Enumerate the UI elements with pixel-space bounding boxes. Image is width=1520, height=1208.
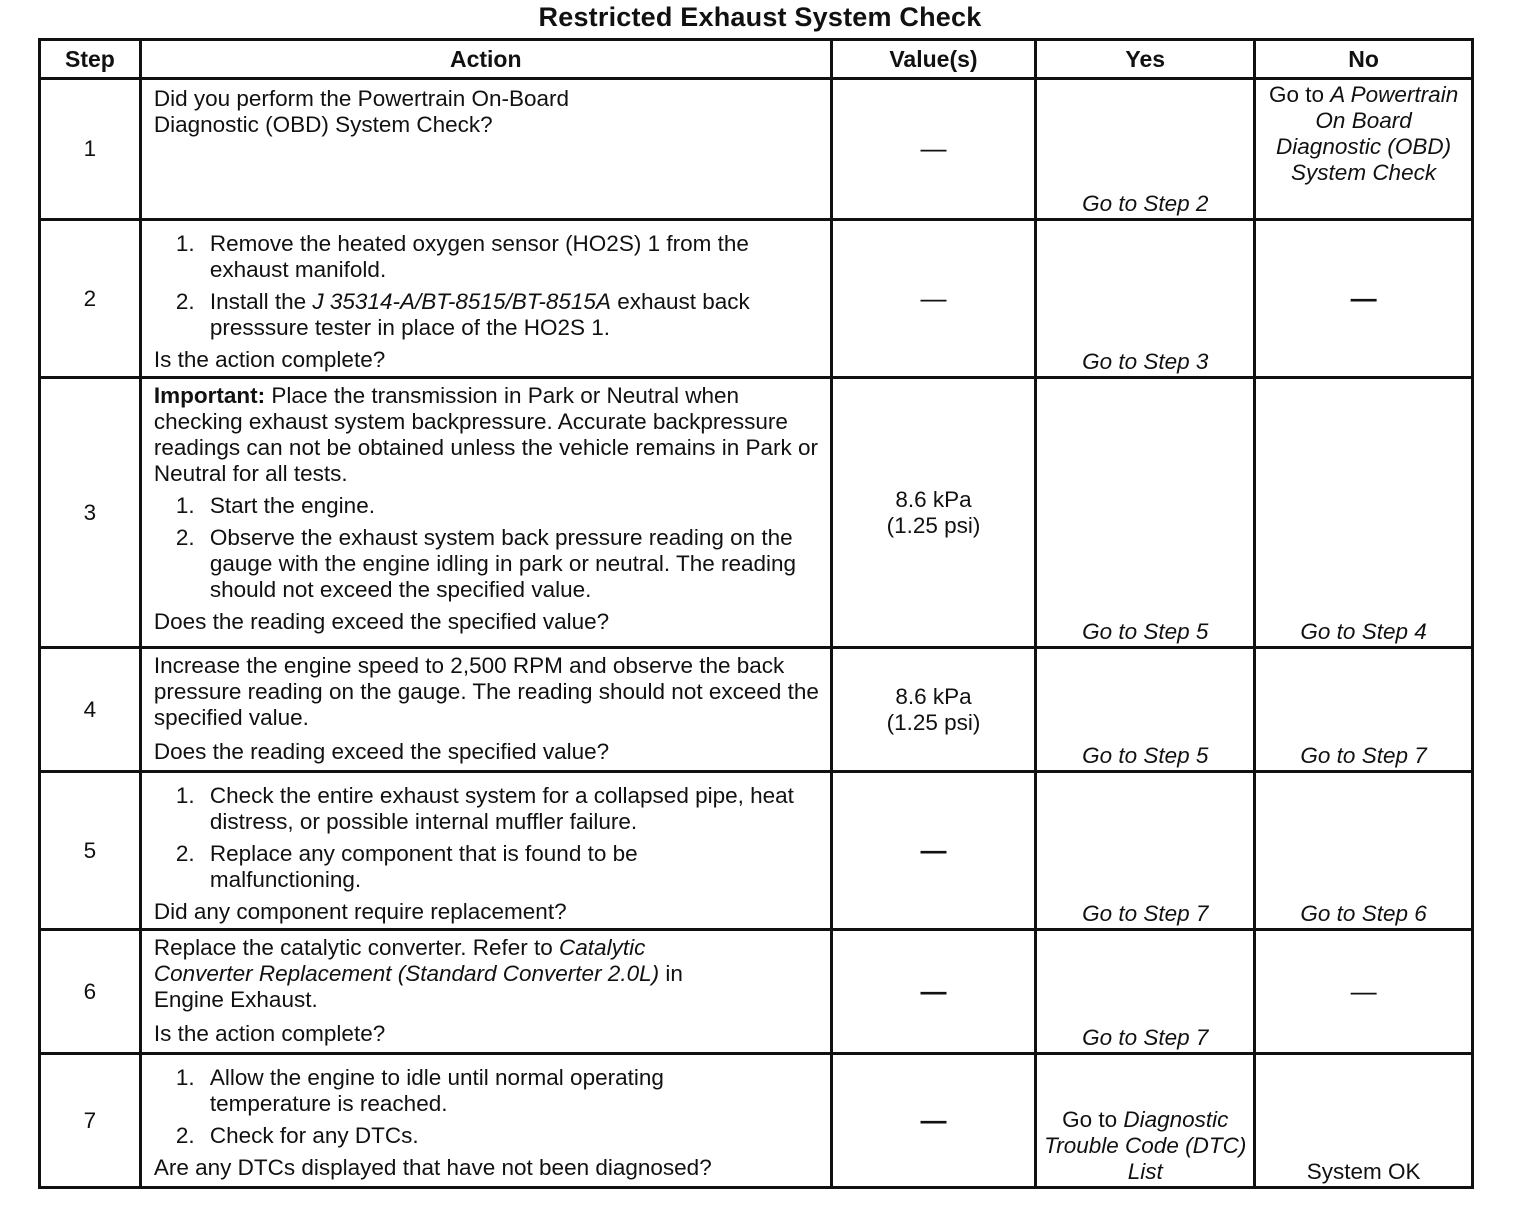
action-text	[154, 935, 822, 1013]
table-row	[40, 1054, 1473, 1188]
action-question: Is the action complete?	[153, 347, 386, 372]
value-cell	[831, 378, 1036, 648]
action-step-item	[154, 231, 822, 283]
no-link[interactable]: Go to Step 6	[1300, 901, 1427, 926]
value-cell	[831, 930, 1036, 1054]
action-question: Are any DTCs displayed that have not been diagnosed?	[153, 1155, 712, 1180]
no-dash: —	[1350, 976, 1377, 1006]
action-text-post: in Engine Exhaust.	[153, 961, 683, 1012]
action-cell	[140, 378, 831, 648]
item-text: Remove the heated oxygen sensor (HO2S) 1 from the exhaust manifold.	[209, 231, 749, 282]
item-number: 1.	[175, 493, 195, 518]
header-value: Value(s)	[831, 40, 1036, 79]
yes-cell	[1036, 772, 1255, 930]
yes-cell	[1036, 1054, 1255, 1188]
table-row	[40, 79, 1473, 220]
action-step-item	[154, 289, 822, 341]
no-link[interactable]: Go to Step 4	[1300, 619, 1427, 644]
yes-cell	[1036, 648, 1255, 772]
item-number: 2.	[175, 525, 195, 550]
action-question: Did any component require replacement?	[153, 899, 567, 924]
no-prefix: Go to	[1268, 82, 1331, 107]
manual-reference[interactable]: Catalytic Converter Replacement (Standard Converter 2.0L)	[153, 935, 660, 986]
no-result: System OK	[1306, 1159, 1421, 1184]
header-action: Action	[140, 40, 831, 79]
yes-cell	[1036, 378, 1255, 648]
no-cell	[1255, 378, 1473, 648]
yes-link[interactable]: Go to Step 7	[1082, 1025, 1209, 1050]
restricted-exhaust-check-table	[38, 38, 1474, 1189]
value-psi: (1.25 psi)	[886, 512, 981, 538]
value-kpa: 8.6 kPa	[895, 486, 972, 512]
yes-link[interactable]	[1044, 1107, 1246, 1184]
action-cell	[140, 1054, 831, 1188]
action-step-item	[154, 493, 822, 519]
table-row	[40, 378, 1473, 648]
important-note	[154, 383, 822, 487]
yes-link[interactable]: Go to Step 5	[1082, 743, 1209, 768]
yes-prefix: Go to	[1062, 1107, 1124, 1132]
no-cell	[1255, 772, 1473, 930]
important-text: Place the transmission in Park or Neutral when checking exhaust system backpressure. Accurate backpressure readings can not be obtained unless the vehicle remains in Park or Neutral for all tests.	[153, 383, 818, 486]
table-row	[40, 220, 1473, 378]
item-number: 1.	[175, 1065, 195, 1090]
step-number: 5	[40, 772, 141, 930]
item-text: Check the entire exhaust system for a collapsed pipe, heat distress, or possible internal muffler failure.	[209, 783, 794, 834]
no-reference: A Powertrain On Board Diagnostic (OBD) System Check	[1276, 82, 1459, 185]
item-number: 2.	[175, 289, 195, 314]
action-cell	[140, 648, 831, 772]
no-cell	[1255, 220, 1473, 378]
action-steps	[154, 493, 822, 603]
no-link[interactable]: Go to Step 7	[1300, 743, 1427, 768]
item-text: Start the engine.	[209, 493, 375, 518]
action-steps	[154, 231, 822, 341]
action-question: Is the action complete?	[153, 1021, 386, 1046]
no-cell	[1255, 79, 1473, 220]
step-number: 6	[40, 930, 141, 1054]
yes-link[interactable]: Go to Step 2	[1082, 191, 1209, 216]
step-number: 7	[40, 1054, 141, 1188]
header-no: No	[1255, 40, 1473, 79]
item-number: 1.	[175, 783, 195, 808]
action-step-item	[154, 841, 822, 893]
value-cell	[831, 1054, 1036, 1188]
action-question: Does the reading exceed the specified value?	[153, 609, 610, 634]
table-row	[40, 648, 1473, 772]
step-number: 4	[40, 648, 141, 772]
item-number: 2.	[175, 1123, 195, 1148]
yes-cell	[1036, 79, 1255, 220]
action-cell	[140, 772, 831, 930]
header-step: Step	[40, 40, 141, 79]
header-yes: Yes	[1036, 40, 1255, 79]
action-text: Did you perform the Powertrain On-Board Diagnostic (OBD) System Check?	[153, 86, 570, 137]
action-step-item	[154, 783, 822, 835]
yes-link[interactable]: Go to Step 7	[1082, 901, 1209, 926]
value-dash: —	[920, 282, 947, 313]
item-text: Replace any component that is found to be malfunctioning.	[209, 841, 638, 892]
value-cell	[831, 220, 1036, 378]
item-text: Observe the exhaust system back pressure reading on the gauge with the engine idling in park or neutral. The reading should not exceed the specified value.	[209, 525, 797, 602]
yes-cell	[1036, 930, 1255, 1054]
action-steps	[154, 783, 822, 893]
item-text-pre: Install the	[209, 289, 313, 314]
item-text: Allow the engine to idle until normal operating temperature is reached.	[209, 1065, 664, 1116]
item-text	[210, 289, 822, 341]
value-dash: —	[920, 133, 947, 163]
important-label: Important:	[153, 383, 266, 408]
action-steps	[154, 1065, 822, 1149]
table-row	[40, 930, 1473, 1054]
value-cell	[831, 79, 1036, 220]
action-cell	[140, 930, 831, 1054]
value-dash: —	[920, 1104, 947, 1135]
action-step-item	[154, 525, 822, 603]
tool-reference: J 35314-A/BT-8515/BT-8515A	[312, 289, 611, 314]
action-step-item	[154, 1123, 822, 1149]
step-number: 1	[40, 79, 141, 220]
step-number: 2	[40, 220, 141, 378]
header-row	[40, 40, 1473, 79]
no-cell	[1255, 930, 1473, 1054]
yes-reference: Diagnostic Trouble Code (DTC) List	[1044, 1107, 1247, 1184]
yes-link[interactable]: Go to Step 3	[1082, 349, 1209, 374]
item-number: 1.	[175, 231, 195, 256]
value-kpa: 8.6 kPa	[895, 683, 972, 709]
yes-link[interactable]: Go to Step 5	[1082, 619, 1209, 644]
step-number: 3	[40, 378, 141, 648]
item-text-post: exhaust back presssure tester in place of the HO2S 1.	[209, 289, 750, 340]
no-cell	[1255, 1054, 1473, 1188]
page-title: Restricted Exhaust System Check	[538, 2, 982, 32]
value-dash: —	[920, 975, 947, 1006]
item-text: Check for any DTCs.	[209, 1123, 419, 1148]
action-text: Increase the engine speed to 2,500 RPM and observe the back pressure reading on the gauge. The reading should not exceed the specified value.	[153, 653, 819, 730]
item-number: 2.	[175, 841, 195, 866]
value-cell	[831, 772, 1036, 930]
action-cell	[140, 79, 831, 220]
no-link[interactable]	[1269, 82, 1458, 185]
no-dash: —	[1350, 283, 1377, 313]
value-dash: —	[920, 834, 947, 865]
yes-cell	[1036, 220, 1255, 378]
value-psi: (1.25 psi)	[886, 709, 981, 735]
action-text-pre: Replace the catalytic converter. Refer to	[153, 935, 560, 960]
value-cell	[831, 648, 1036, 772]
action-cell	[140, 220, 831, 378]
table-row	[40, 772, 1473, 930]
action-step-item	[154, 1065, 822, 1117]
action-question: Does the reading exceed the specified value?	[153, 739, 610, 764]
no-cell	[1255, 648, 1473, 772]
